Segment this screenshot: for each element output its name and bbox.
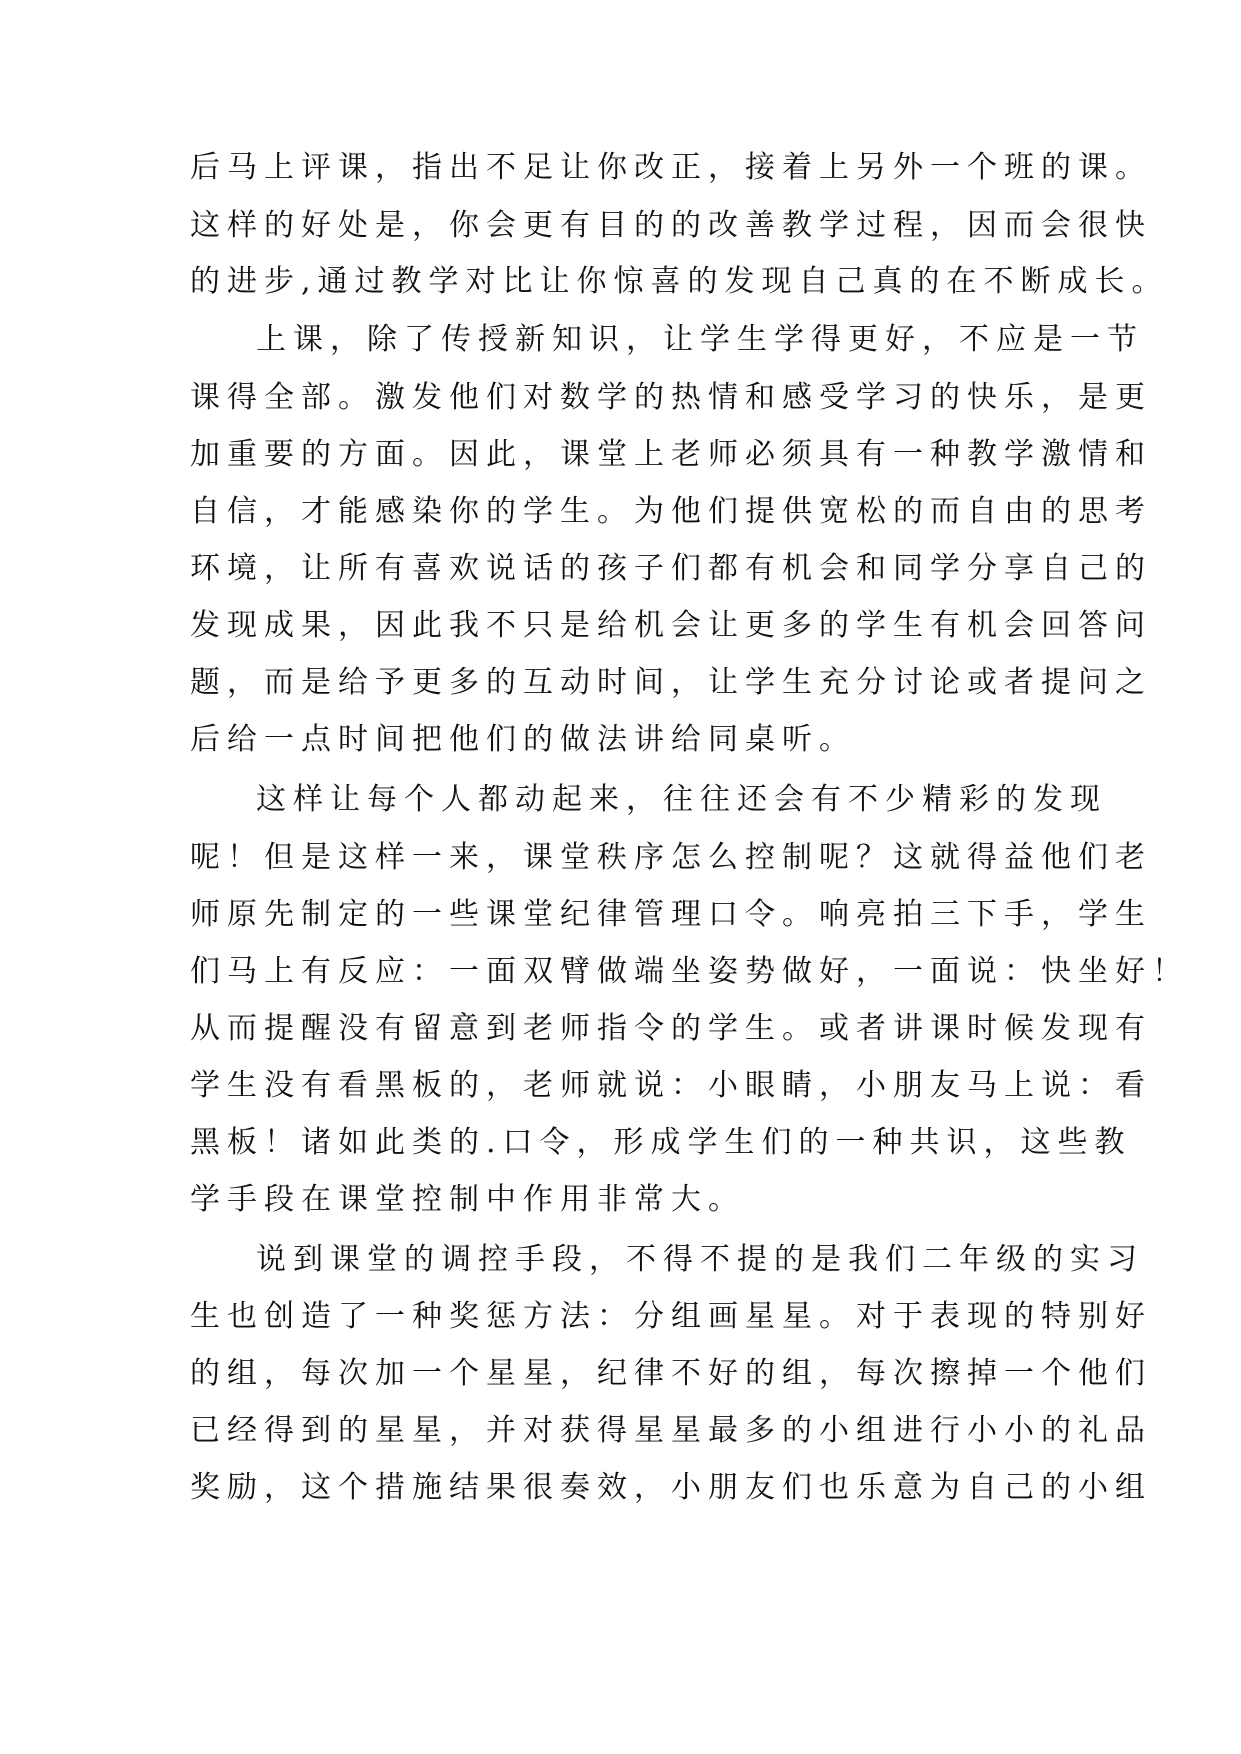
paragraph-start-line: 说到课堂的调控手段，不得不提的是我们二年级的实习	[256, 1242, 1144, 1277]
text-line: 生也创造了一种奖惩方法：分组画星星。对于表现的特别好	[190, 1299, 1152, 1334]
text-line: 后马上评课，指出不足让你改正，接着上另外一个班的课。	[190, 150, 1152, 185]
text-line: 自信，才能感染你的学生。为他们提供宽松的而自由的思考	[190, 494, 1152, 529]
text-line: 师原先制定的一些课堂纪律管理口令。响亮拍三下手，学生	[190, 897, 1152, 932]
text-line: 课得全部。激发他们对数学的热情和感受学习的快乐，是更	[190, 380, 1152, 415]
text-line: 们马上有反应：一面双臂做端坐姿势做好，一面说：快坐好！	[190, 954, 1189, 989]
text-line: 的进步,通过教学对比让你惊喜的发现自己真的在不断成长。	[190, 264, 1169, 299]
text-line: 题，而是给予更多的互动时间，让学生充分讨论或者提问之	[190, 665, 1152, 700]
paragraph-start-line: 这样让每个人都动起来，往往还会有不少精彩的发现	[256, 782, 1107, 817]
text-line: 已经得到的星星，并对获得星星最多的小组进行小小的礼品	[190, 1413, 1152, 1448]
text-line: 呢！但是这样一来，课堂秩序怎么控制呢？这就得益他们老	[190, 840, 1152, 875]
text-line: 学生没有看黑板的，老师就说：小眼睛，小朋友马上说：看	[190, 1068, 1152, 1103]
paragraph-start-line: 上课，除了传授新知识，让学生学得更好，不应是一节	[256, 322, 1144, 357]
text-line: 环境，让所有喜欢说话的孩子们都有机会和同学分享自己的	[190, 551, 1152, 586]
text-line: 加重要的方面。因此，课堂上老师必须具有一种教学激情和	[190, 437, 1152, 472]
text-line: 后给一点时间把他们的做法讲给同桌听。	[190, 722, 856, 757]
text-line: 发现成果，因此我不只是给机会让更多的学生有机会回答问	[190, 608, 1152, 643]
text-line: 从而提醒没有留意到老师指令的学生。或者讲课时候发现有	[190, 1011, 1152, 1046]
text-line: 黑板！诸如此类的.口令，形成学生们的一种共识，这些教	[190, 1125, 1132, 1160]
text-line: 这样的好处是，你会更有目的的改善教学过程，因而会很快	[190, 208, 1152, 243]
text-line: 奖励，这个措施结果很奏效，小朋友们也乐意为自己的小组	[190, 1470, 1152, 1505]
text-line: 的组，每次加一个星星，纪律不好的组，每次擦掉一个他们	[190, 1356, 1152, 1391]
text-line: 学手段在课堂控制中作用非常大。	[190, 1182, 745, 1217]
